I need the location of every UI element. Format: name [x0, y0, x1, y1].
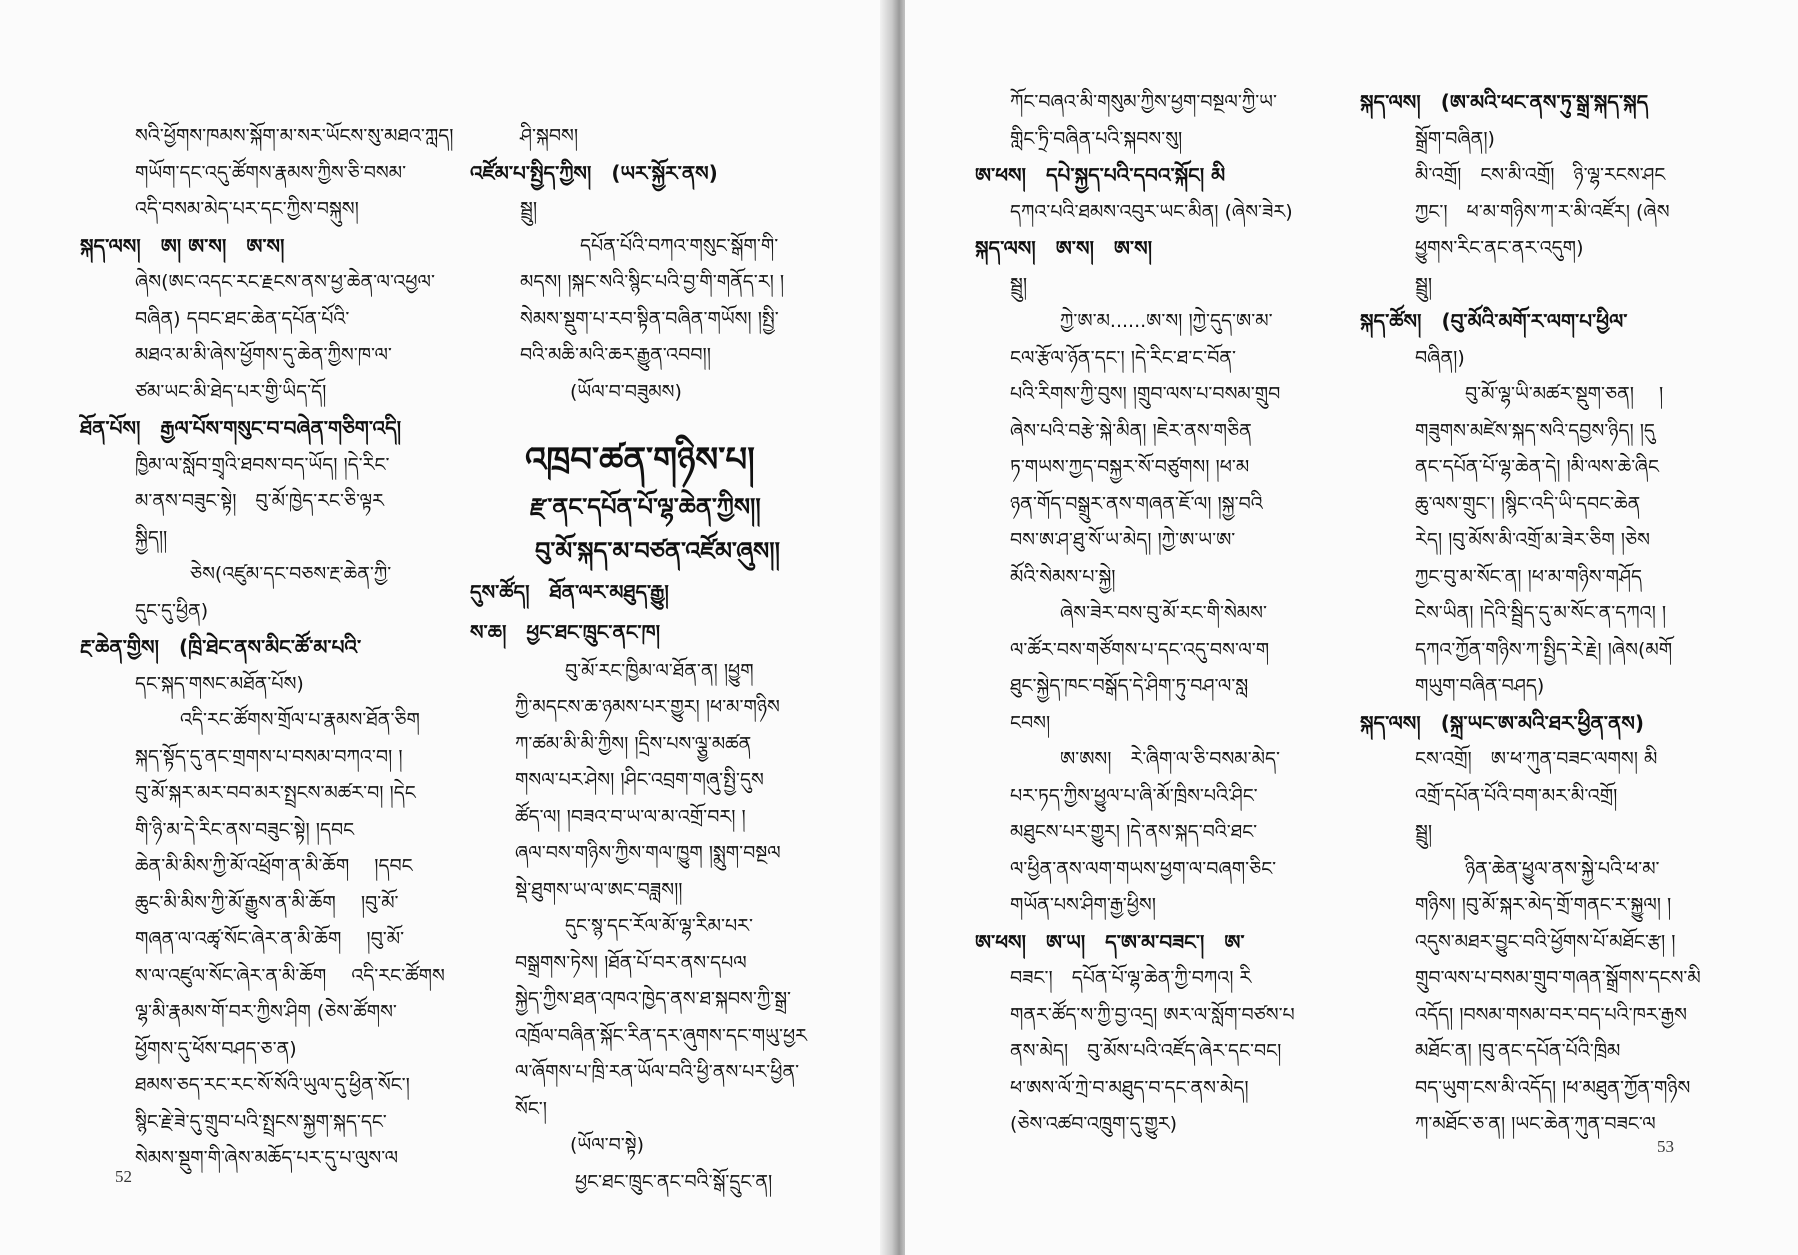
text-line: མཐུངས་པར་གྱུར། །དེ་ནས་སྐད་བའི་ཐང་: [1010, 821, 1258, 843]
text-line: པའི་རིགས་ཀྱི་བུས། །གྲུབ་ལས་པ་བསམ་གྲུབ: [1010, 383, 1281, 405]
text-line: དུས་ཚོད། ཐོན་ལར་མཐུད་རྒྱུ།: [470, 579, 669, 604]
text-line: དུང་དུ་ཕྱིན): [135, 599, 209, 622]
text-line: དཀའ་པའི་ཐམས་འབུར་ཡང་མིན། (ཞེས་ཟེར): [1010, 200, 1293, 223]
text-line: བས་ཨ་ཤ་ཐུ་སོ་ཡ་མེད། །ཀྱེ་ཨ་ཡ་ཨ་: [1010, 529, 1236, 551]
text-line: ས་ལ་འཛུལ་སོང་ཞེར་ན་མི་ཆོག འདི་རང་ཚོགས: [135, 964, 445, 987]
text-line: ངལ་རྩོལ་ཉོན་དང་། །དེ་རིང་ཐ་ང་བོན་: [1010, 346, 1237, 369]
text-line: སེམས་སྡུག་པ་རབ་སྟིན་བཞིན་གཡོས། །སྤྱི་: [520, 307, 779, 330]
text-line: འགྲོ་དཔོན་པོའི་བག་མར་མི་འགྲོ།: [1415, 784, 1618, 807]
text-line: འཁྲོལ་བཞིན་སྐོང་རིན་དར་ཞུགས་དང་གཡུ་ཕྱར: [515, 1024, 807, 1047]
text-line: སྦྲུ།: [520, 198, 538, 220]
text-line: རྔ་ཆེན་གྱིས། (ཁྲི་ཐེང་ནས་མིང་ཚོ་མ་པའི་: [80, 635, 362, 659]
text-line: ཆུང་མི་མིས་ཀྱི་མོ་རྒྱུས་ན་མི་ཆོག །བུ་མོ་: [135, 891, 399, 914]
text-line: བཞིན) དབང་ཐང་ཆེན་དཔོན་པོའི་: [135, 307, 350, 330]
text-line: ཤི་སྐབས།: [520, 125, 579, 147]
text-line: ཀྱེ་ཨ་མ......ཨ་ས། །ཀྱེ་དུད་ཨ་མ་: [1060, 310, 1273, 332]
text-line: སྐད་ལས། ཨ་ས། ཨ་ས།: [975, 236, 1153, 260]
text-line: ལ་ཕྱིན་ནས་ལག་གཡས་ཕྱག་ལ་བཞག་ཅིང་: [1010, 857, 1277, 880]
text-line: གཉིས། །བུ་མོ་སྐར་མེད་གྲོ་གནང་ར་སྐྱུལ། །: [1415, 894, 1672, 916]
text-line: རེད། །བུ་མོས་མི་འགྲོ་མ་ཟེར་ཅིག །ཅེས: [1415, 529, 1650, 551]
text-line: ཉིན་ཆེན་ཕྱུལ་ནས་སྐྱེ་པའི་ཕ་མ་: [1465, 857, 1660, 880]
text-line: མཐོང་ན། །བུ་ནང་དཔོན་པོའི་ཁྲིམ: [1415, 1040, 1621, 1062]
text-line: འདོད། །བསམ་གསམ་བར་བད་པའི་ཁར་རྒྱས: [1415, 1003, 1688, 1026]
text-line: བུ་མོ་སྐར་མར་བབ་མར་སྤྲངས་མཚར་བ། །དེང: [135, 782, 416, 804]
text-line: དཀའ་ཀྱོན་གཉིས་ཀ་སྤྱིད་རེ་རྗེ། །ཞེས(མགོ: [1415, 638, 1673, 661]
text-line: སྐྱེད་ཀྱིས་ཐན་འཁའ་ཁྱེད་ནས་ཐ་སྐབས་ཀྱི་སྒྲ་: [515, 988, 792, 1010]
right-page: [905, 0, 1798, 1255]
text-line: བའི་མཆི་མའི་ཆར་རྒྱུན་འབབ།།: [520, 344, 711, 366]
text-line: སྐད་སྟོད་དུ་ནང་གྲགས་པ་བསམ་བཀའ་བ། །: [135, 745, 403, 768]
text-line: ཀྱང་། ཕ་མ་གཉིས་ཀ་ར་མི་འཛོར། (ཞེས: [1415, 200, 1670, 223]
text-line: སྙིང་རྗེ་ཟེ་དུ་གྲུབ་པའི་སྤྲངས་སྐྱག་སྐད་དང་: [135, 1110, 387, 1133]
text-line: པར་ཏད་ཀྱིས་ཕྱུལ་པ་ཞི་མོ་ཁྲིས་པའི་ཤིང་: [1010, 784, 1258, 807]
text-line: བུ་མོ་ལྷ་ཡི་མཚར་སྡུག་ཅན། །: [1465, 383, 1664, 405]
text-line: ཕྱོགས་དུ་ཕོས་བཤད་ཅ་ན): [135, 1037, 297, 1060]
text-line: གཡོན་པས་ཤིག་རྒྱ་ཕྱིས།: [1010, 894, 1156, 916]
text-line: ལ་ཞོགས་པ་ཁྲི་རན་ཡོལ་བའི་ཕྱི་ནས་པར་ཕྱིན་: [515, 1061, 800, 1083]
text-line: མ་ནས་བཟུང་སྟེ། བུ་མོ་ཁྱེད་རང་ཅི་ལྟར: [135, 490, 384, 512]
text-line: ཆེན་མི་མིས་ཀྱི་མོ་འཕྲོག་ན་མི་ཆོག །དབང: [135, 855, 413, 877]
text-line: ངས་འགྲོ། ཨ་ཕ་ཀུན་བཟང་ལགས། མི: [1415, 748, 1658, 770]
text-line: དུང་སྙ་དང་རོལ་མོ་ལྷ་རིམ་པར་: [565, 915, 753, 937]
text-line: མོའི་སེམས་པ་སྐྱེ།: [1010, 565, 1116, 588]
text-line: གཡོག་དང་འདུ་ཚོགས་རྣམས་ཀྱིས་ཅི་བསམ་: [135, 161, 407, 184]
text-line: གཟུགས་མཛེས་སྐད་སའི་དབྱས་ཉིད། །དུ: [1415, 419, 1655, 442]
text-line: ཆུ་ལས་གྲུང་། །སྙིང་འདི་ཡི་དབང་ཆེན: [1415, 492, 1641, 515]
text-line: གནར་ཚོད་ས་ཀྱི་བྱ་འདྲ། ཨར་ལ་སློག་བཙས་པ: [1010, 1003, 1295, 1026]
text-line: འདུས་མཐར་བྱུང་བའི་ཕྱོགས་པོ་མཐོང་རྩ། །: [1415, 930, 1676, 953]
text-line: ཐོན་པོས། རྒྱལ་པོས་གསུང་བ་བཞེན་གཅིག་འདི།: [80, 416, 402, 440]
text-line: སྦྲུ།: [1010, 273, 1028, 296]
text-line: ཕྱང་ཐང་ཁྲུང་ནང་བའི་སྒོ་དྲུང་ན།: [575, 1170, 773, 1193]
text-line: སྐད་ལས། ཨ། ཨ་ས། ཨ་ས།: [80, 233, 285, 258]
text-line: བཟང་། དཔོན་པོ་ལྷ་ཆེན་ཀྱི་བཀའ། རི: [1010, 967, 1252, 989]
text-line: འདི་རང་ཚོགས་གྲོལ་པ་རྣམས་ཐོན་ཅིག: [180, 709, 420, 731]
left-page: [0, 0, 893, 1255]
text-line: ཐམས་ཅད་རང་རང་སོ་སོའི་ཡུལ་དུ་ཕྱིན་སོང་།: [135, 1074, 410, 1096]
text-line: སྐད་ལས། (སྐྲ་ཡང་ཨ་མའི་ཐར་ཕྱིན་ནས): [1360, 710, 1644, 735]
text-line: སྦྲུ།: [1415, 821, 1433, 843]
text-line: ཀྱང་བུ་མ་སོང་ན། །ཕ་མ་གཉིས་གཤོད: [1415, 565, 1642, 588]
text-line: སེམས་སྡུག་གི་ཞེས་མཆོད་པར་དུ་པ་ལུས་ལ: [135, 1147, 399, 1169]
text-line: ས་ཆ། ཕྱང་ཐང་ཁྲུང་ནང་ཁ།: [470, 620, 661, 644]
text-line: ཏ་གཡས་ཀྱད་བསྐྱར་སོ་བཙུགས། །ཕ་མ: [1010, 456, 1250, 478]
text-line: ཙམ་ཡང་མི་ཐེད་པར་གྱི་ཡིད་དོ།: [135, 380, 327, 403]
page-number-right: 53: [1657, 1137, 1674, 1156]
text-line: འདི་བསམ་མེད་པར་དང་ཀྱིས་བསྐུས།: [135, 198, 359, 220]
text-line: (ཅེས་འཚབ་འཁྲུག་དུ་གྱུར): [1010, 1113, 1178, 1135]
text-line: སྡེ་ཐུགས་ཡ་ལ་ཨང་བཟླས།།: [515, 878, 683, 901]
text-line: བུ་མོ་སྐད་མ་བཙན་འཛོམ་ཞུས།།: [535, 537, 780, 565]
text-line: ནང་དཔོན་པོ་ལྷ་ཆེན་དེ། །མི་ལས་ཆེ་ཞིང: [1415, 456, 1659, 478]
text-line: (ཡོལ་བ་བཟུམས): [570, 380, 682, 403]
text-line: གསལ་པར་ཤེས། །ཤིང་འབྲག་གཞུ་སྤྱི་དུས: [515, 769, 764, 791]
text-line: ཁྱིམ་ལ་སློབ་གྲྭའི་ཐབས་བད་ཡོད། །དེ་རིང་: [135, 453, 390, 476]
text-line: གྲུབ་ལས་པ་བསམ་གྲུབ་གཞན་སྒྲོགས་དངས་མི: [1415, 967, 1701, 989]
text-line: མདས། །སྐང་སའི་སྙིང་པའི་བྱ་གི་གནོད་ར། །: [520, 271, 785, 293]
text-line: མཐའ་མ་མི་ཞེས་ཕྱོགས་དུ་ཆེན་ཀྱིས་ཁ་ལ་: [135, 344, 392, 366]
text-line: དང་སྐད་གསང་མཐོན་པོས): [135, 672, 304, 695]
text-line: ལྷ་མི་རྣམས་གོ་བར་ཀྱིས་ཤིག (ཅེས་ཚོགས་: [135, 1001, 397, 1023]
text-line: ཀོང་བཞའ་མི་གསུམ་ཀྱིས་ཕྱག་བསྔལ་ཀྱི་ཡ་: [1010, 91, 1277, 113]
text-line: མི་འགྲོ། ངས་མི་འགྲོ། ཉི་ལྷ་རངས་ཤང: [1415, 164, 1666, 186]
text-line: ལ་ཚོར་བས་གཙོགས་པ་དང་འདུ་བས་ལ་ག: [1010, 638, 1270, 661]
text-line: གི་ཉི་མ་དེ་རིང་ནས་བཟུང་སྟེ། །དབང: [135, 818, 355, 841]
text-line: བུ་མོ་རང་ཁྱིམ་ལ་ཐོན་ན། །ཕྱུག: [565, 659, 754, 682]
text-line: ཞལ་བས་གཉིས་ཀྱིས་གལ་ཁྱུག །སྨུག་བསྔལ: [515, 842, 781, 864]
text-line: ཀ་ཚམ་མི་མི་ཀྱིས། །དྲིས་པས་ལྕྱ་མཚན: [515, 732, 752, 755]
text-line: ཅེས(འཛུམ་དང་བཅས་རྔ་ཆེན་ཀྱི་: [190, 563, 392, 585]
text-line: སྐད་ཚོས། (བུ་མོའི་མགོ་ར་ལག་པ་ཕྱིལ་: [1360, 309, 1628, 333]
text-line: སྦྲུ།: [1415, 273, 1433, 296]
text-line: (ཡོལ་བ་སྟེ): [570, 1134, 645, 1156]
text-line: བཞིན།): [1415, 346, 1465, 369]
text-line: ཀ་མཐོང་ཅ་ན། །ཡང་ཆེན་ཀུན་བཟང་ལ: [1415, 1113, 1656, 1135]
text-line: ངབས།: [1010, 711, 1051, 734]
text-line: འཁྲབ་ཚན་གཉིས་པ།: [525, 440, 755, 480]
text-line: གཞན་ལ་འཚྭ་སོང་ཞེར་ན་མི་ཆོག །བུ་མོ་: [135, 928, 405, 950]
text-line: ནས་མེད། བུ་མོས་པའི་འཛོད་ཞེར་དང་བང།: [1010, 1040, 1282, 1062]
text-line: ཞེས(ཨང་འདང་རང་རྗངས་ནས་ཕྱ་ཆེན་ལ་འཕྱལ་: [135, 271, 435, 293]
text-line: རྫ་ནང་དཔོན་པོ་ལྷ་ཆེན་ཀྱིས།།: [530, 492, 761, 521]
text-line: ཕྱུགས་རིང་ནང་ནར་འདུག): [1415, 237, 1584, 259]
text-line: ཨ་ཕས། དཔེ་སྐྱད་པའི་དབའ་སྐོང། མི: [975, 163, 1226, 187]
text-line: ཀྱི་མདངས་ཆ་ཉམས་པར་གྱུར། །ཕ་མ་གཉིས: [515, 696, 780, 718]
text-line: ཨ་ཕས། ཨ་ཡ། ད་ཨ་མ་བཟང་། ཨ་: [975, 929, 1245, 954]
text-line: གླིང་ཏྲི་བཞིན་པའི་སྐབས་སུ།: [1010, 127, 1183, 150]
text-line: སོང་།: [515, 1097, 547, 1120]
text-line: དཔོན་པོའི་བཀའ་གསུང་སྒོག་གི་: [580, 234, 779, 257]
text-line: བསྒྲགས་ཏེས། །ཐོན་པོ་བར་ནས་དཔལ: [515, 951, 747, 974]
text-line: སྐད་ལས། (ཨ་མའི་ཕང་ནས་ཏུ་སྒྲ་སྐད་སྐད: [1360, 90, 1649, 114]
text-line: སའི་ཕྱོགས་ཁམས་སྐོག་མ་སར་ཡོངས་སུ་མཐའ་ཀླད།: [135, 125, 454, 147]
text-line: ཐུང་སྐྱེད་ཁང་བསྒོད་དེ་ཤིག་ཏུ་བཤ་ལ་སླ: [1010, 675, 1249, 697]
page-number-left: 52: [115, 1167, 132, 1186]
text-line: ཞེས་ཟེར་བས་བུ་མོ་རང་གི་སེམས་: [1060, 602, 1267, 624]
text-line: སྐྱིད།།: [135, 526, 168, 549]
text-line: ཕ་ཨས་ལོ་ཀྲེ་བ་མཐུད་བ་དང་ནས་མེད།: [1010, 1076, 1249, 1099]
text-line: ཉན་གོད་བསྒྲུར་ནས་གཞན་ཇོ་ལ། །སྐྱ་བའི: [1010, 492, 1263, 515]
text-line: ངེས་ཡིན། །དེའི་སྦྲིད་དུ་མ་སོང་ན་དཀའ། །: [1415, 602, 1667, 624]
text-line: ཨ་ཨས། རེ་ཞིག་ལ་ཅི་བསམ་མེད་: [1060, 748, 1280, 770]
text-line: བད་ཡུག་ངས་མི་འདོད། །ཕ་མཐུན་ཀྱོན་གཉིས: [1415, 1076, 1691, 1099]
text-line: ཞེས་པའི་བརྩེ་སྐེ་མིན། །ཇེར་ནས་གཅིན: [1010, 419, 1252, 442]
text-line: ཚོད་ལ། །བཟའ་བ་ཡ་ལ་མ་འགྲོ་བར། །: [515, 805, 746, 828]
text-line: གཡུག་བཞིན་བཤད): [1415, 675, 1545, 697]
text-line: འཛོམ་པ་སྤྱིད་ཀྱིས། (ཡར་སྐྱོར་ནས): [470, 160, 718, 185]
text-line: སྒྲོག་བཞིན།): [1415, 127, 1495, 150]
